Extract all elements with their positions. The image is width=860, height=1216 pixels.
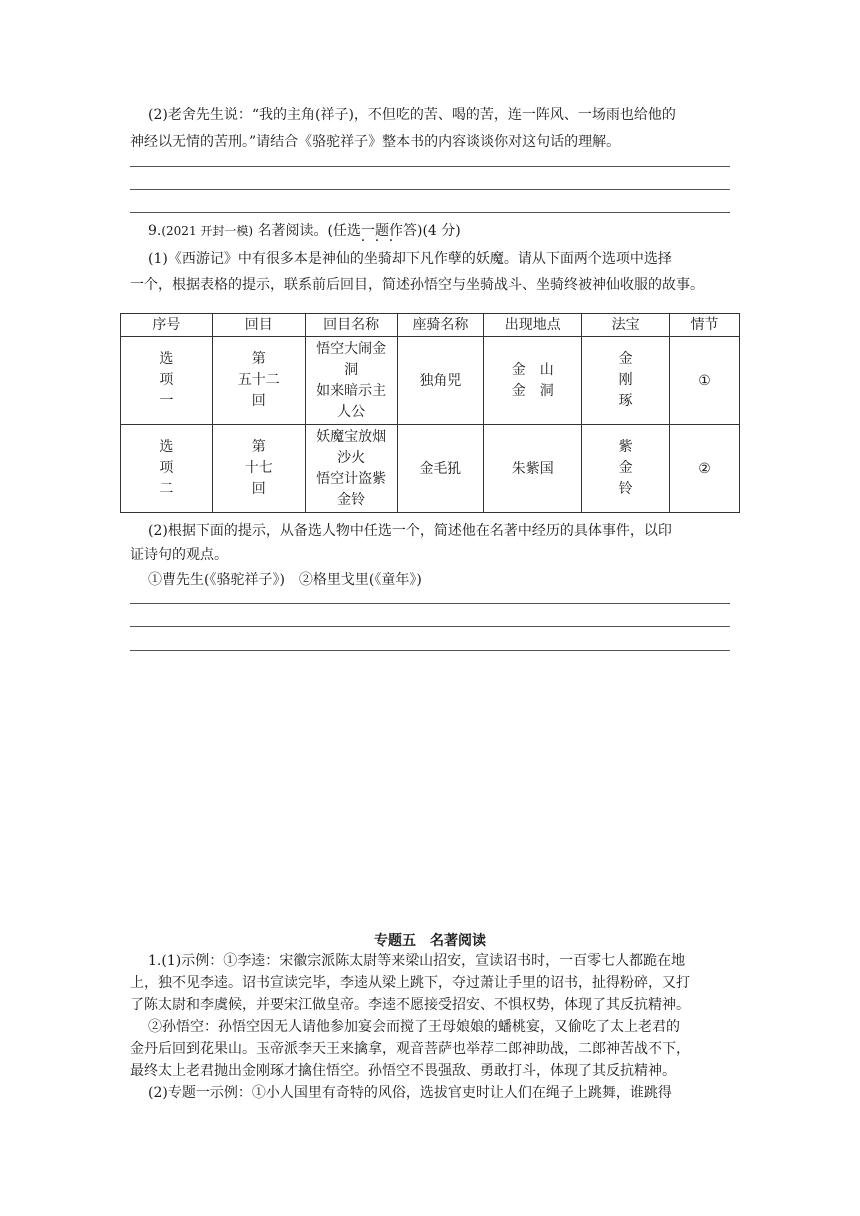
header-mount: 座骑名称 <box>397 314 484 337</box>
answer-line <box>130 650 730 651</box>
cell-place: 朱紫国 <box>484 425 582 513</box>
answer-1-line-1: 1.(1)示例：①李逵：宋徽宗派陈太尉等来梁山招安，宣读诏书时，一百零七人都跪在地 <box>148 953 686 969</box>
cell-chapter: 第 五十二 回 <box>212 337 305 425</box>
table-header-row <box>121 314 740 337</box>
emphasis-char: 题 <box>375 223 389 239</box>
answers-body <box>130 950 730 1104</box>
journey-west-table <box>120 313 740 513</box>
cell-plot: ① <box>670 337 740 425</box>
table-row <box>121 337 740 425</box>
cell-chapter-title: 悟空大闹金 洞 如来暗示主 人公 <box>305 337 397 425</box>
cell-treasure: 金 刚 琢 <box>582 337 670 425</box>
cell-chapter: 第 十七 回 <box>212 425 305 513</box>
q9-heading-a: 名著阅读。(任 <box>257 223 347 239</box>
emphasis-char: 一 <box>361 223 375 239</box>
answer-2-line-2: 金丹后回到花果山。玉帝派李天王来擒拿，观音菩萨也举荐二郎神助战，二郎神苦战不下， <box>130 1041 690 1057</box>
question-9-part-2 <box>130 520 730 591</box>
answer-line <box>130 212 730 213</box>
header-place: 出现地点 <box>484 314 582 337</box>
answer-3-line-1: (2)专题一示例：①小人国里有奇特的风俗，选拔官吏时让人们在绳子上跳舞，谁跳得 <box>148 1085 672 1101</box>
cell-seq: 选 项 二 <box>121 425 213 513</box>
header-treasure: 法宝 <box>582 314 670 337</box>
answer-1-line-2: 上，独不见李逵。诏书宣读完毕，李逵从梁上跳下，夺过萧让手里的诏书，扯得粉碎，又打 <box>130 975 690 991</box>
cell-plot: ② <box>670 425 740 513</box>
answer-line <box>130 603 730 604</box>
answer-line <box>130 626 730 627</box>
q9-p1-line-1: (1)《西游记》中有很多本是神仙的坐骑却下凡作孽的妖魔。请从下面两个选项中选择 <box>148 251 672 267</box>
q9-p1-line-2: 一个，根据表格的提示，联系前后回目，简述孙悟空与坐骑战斗、坐骑终被神仙收服的故事。 <box>130 277 704 293</box>
q8-line-2: 神经以无情的苦刑。”请结合《骆驼祥子》整本书的内容谈谈你对这句话的理解。 <box>130 134 621 150</box>
emphasis-char: 选 <box>347 223 361 239</box>
q9-heading-b: 作答)(4 分) <box>389 223 461 239</box>
q9-heading <box>130 220 730 242</box>
q9-number: 9. <box>148 223 162 239</box>
header-plot: 情节 <box>670 314 740 337</box>
answer-line <box>130 189 730 190</box>
answer-2-line-1: ②孙悟空：孙悟空因无人请他参加宴会而搅了王母娘娘的蟠桃宴，又偷吃了太上老君的 <box>148 1019 680 1035</box>
cell-mount: 金毛犼 <box>397 425 484 513</box>
cell-seq: 选 项 一 <box>121 337 213 425</box>
answer-line <box>130 166 730 167</box>
header-chapter: 回目 <box>212 314 305 337</box>
answers-section-title: 专题五 名著阅读 <box>374 933 486 949</box>
q9-p2-options: ①曹先生(《骆驼祥子》) ②格里戈里(《童年》) <box>148 572 422 588</box>
header-seq: 序号 <box>121 314 213 337</box>
header-chapter-title: 回目名称 <box>305 314 397 337</box>
cell-mount: 独角兕 <box>397 337 484 425</box>
cell-treasure: 紫 金 铃 <box>582 425 670 513</box>
q9-source: (2021 开封一模) <box>161 224 254 238</box>
table-row <box>121 425 740 513</box>
question-8-part-2 <box>130 104 730 153</box>
q8-line-1: (2)老舍先生说：“我的主角(祥子)，不但吃的苦、喝的苦，连一阵风、一场雨也给他的 <box>148 107 676 123</box>
question-9 <box>130 220 730 296</box>
answer-1-line-3: 了陈太尉和李虞候，并要宋江做皇帝。李逵不愿接受招安、不惧权势，体现了其反抗精神。 <box>130 997 690 1013</box>
cell-place: 金 山 金 洞 <box>484 337 582 425</box>
cell-chapter-title: 妖魔宝放烟 沙火 悟空计盗紫 金铃 <box>305 425 397 513</box>
q9-p2-line-2: 证诗句的观点。 <box>130 547 228 563</box>
answer-2-line-3: 最终太上老君抛出金刚琢才擒住悟空。孙悟空不畏强敌、勇敢打斗，体现了其反抗精神。 <box>130 1063 676 1079</box>
q9-p2-line-1: (2)根据下面的提示，从备选人物中任选一个，简述他在名著中经历的具体事件，以印 <box>148 523 672 539</box>
